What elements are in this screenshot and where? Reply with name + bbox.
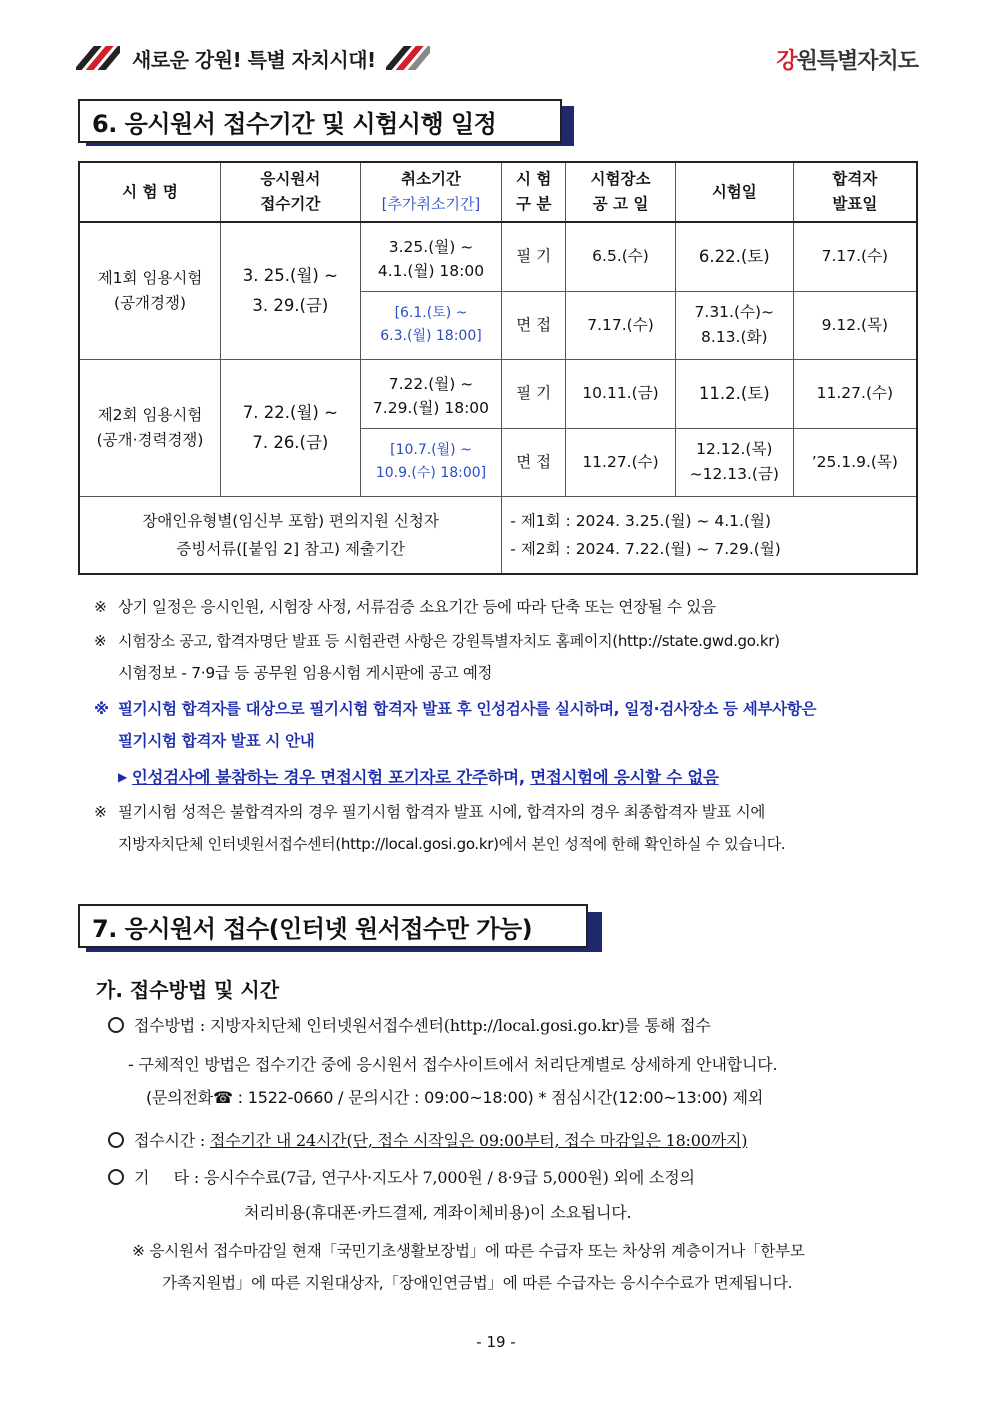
table-row (79, 359, 917, 428)
note-2: ※ 시험장소 공고, 합격자명단 발표 등 시험관련 사항은 강원특별자치도 홈페이지(http://state.gwd.go.kr) (94, 632, 780, 650)
page-number: - 19 - (476, 1333, 516, 1351)
fee-note-1: ※ 응시원서 접수마감일 현재「국민기초생활보장법」에 따른 수급자 또는 차상위 계층이거나「한부모 (132, 1242, 805, 1260)
round2-extra-cancel: [10.7.(월) ~ 10.9.(수) 18:00] (360, 428, 502, 496)
header-exam-name: 시 험 명 (79, 162, 221, 222)
note-5-cont: 지방자치단체 인터넷원서접수센터(http://local.gosi.go.kr)에서 본인 성적에 한해 확인하실 수 있습니다. (118, 835, 786, 853)
round2-written-type: 필 기 (502, 359, 566, 428)
round1-registration: 3. 25.(월) ~ 3. 29.(금) (221, 222, 361, 359)
round2-registration: 7. 22.(월) ~ 7. 26.(금) (221, 359, 361, 496)
header-venue-notice: 시험장소 공 고 일 (566, 162, 676, 222)
note-5: ※ 필기시험 성적은 불합격자의 경우 필기시험 합격자 발표 시에, 합격자의 경우 최종합격자 발표 시에 (94, 803, 766, 821)
bullet-circle-icon (108, 1017, 124, 1033)
page-header (76, 44, 918, 74)
round2-written-venue: 10.11.(금) (566, 359, 676, 428)
fee-note-2: 가족지원법」에 따른 지원대상자,「장애인연금법」에 따른 수급자는 응시수수료가 면제됩니다. (162, 1274, 793, 1292)
method-line: 접수방법 : 지방자치단체 인터넷원서접수센터(http://local.gosi.go.kr)를 통해 접수 (108, 1011, 711, 1041)
header-exam-type: 시 험 구 분 (502, 162, 566, 222)
section6-title: 6. 응시원서 접수기간 및 시험시행 일정 (78, 99, 562, 143)
round1-interview-venue: 7.17.(수) (566, 291, 676, 359)
round1-written-pass: 7.17.(수) (793, 222, 917, 291)
round2-interview-venue: 11.27.(수) (566, 428, 676, 496)
stripes-right-icon (386, 46, 430, 70)
round2-written-pass: 11.27.(수) (793, 359, 917, 428)
header-cancel: 취소기간 [추가취소기간] (360, 162, 502, 222)
table-row (79, 222, 917, 291)
accommodation-label: 장애인유형별(임신부 포함) 편의지원 신청자 증빙서류([붙임 2] 참고) 제출기간 (79, 496, 502, 574)
header-registration: 응시원서 접수기간 (221, 162, 361, 222)
schedule-table (78, 161, 918, 575)
round1-interview-exam: 7.31.(수)~ 8.13.(화) (675, 291, 793, 359)
note-4: ▶ 인성검사에 불참하는 경우 면접시험 포기자로 간주하며, 면접시험에 응시할 수 없음 (118, 768, 719, 787)
round1-cancel: 3.25.(월) ~ 4.1.(월) 18:00 (360, 222, 502, 291)
round1-name: 제1회 임용시험 (공개경쟁) (79, 222, 221, 359)
etc-line-cont: 처리비용(휴대폰·카드결제, 계좌이체비용)이 소요됩니다. (244, 1203, 632, 1222)
round2-cancel: 7.22.(월) ~ 7.29.(월) 18:00 (360, 359, 502, 428)
accommodation-period: - 제1회 : 2024. 3.25.(월) ~ 4.1.(월) - 제2회 : 2024. 7.22.(월) ~ 7.29.(월) (502, 496, 917, 574)
note-1: ※ 상기 일정은 응시인원, 시험장 사정, 서류검증 소요기간 등에 따라 단축 또는 연장될 수 있음 (94, 598, 716, 616)
slogan-text: 새로운 강원! 특별 자치시대! (132, 47, 376, 72)
round1-extra-cancel: [6.1.(토) ~ 6.3.(월) 18:00] (360, 291, 502, 359)
brand-logo: 강원특별자치도 (776, 49, 918, 74)
round1-interview-pass: 9.12.(목) (793, 291, 917, 359)
note-2-cont: 시험정보 - 7·9급 등 공무원 임용시험 게시판에 공고 예정 (118, 664, 493, 682)
bullet-circle-icon (108, 1169, 124, 1185)
round2-written-exam: 11.2.(토) (675, 359, 793, 428)
round1-interview-type: 면 접 (502, 291, 566, 359)
note-3-cont: 필기시험 합격자 발표 시 안내 (118, 732, 315, 750)
etc-line: 기 타 : 응시수수료(7급, 연구사·지도사 7,000원 / 8·9급 5,000원) 외에 소정의 (108, 1163, 695, 1193)
bullet-circle-icon (108, 1132, 124, 1148)
round2-interview-pass: ’25.1.9.(목) (793, 428, 917, 496)
header-pass-announce: 합격자 발표일 (793, 162, 917, 222)
stripes-left-icon (76, 46, 120, 70)
round2-interview-type: 면 접 (502, 428, 566, 496)
note-3: ※ 필기시험 합격자를 대상으로 필기시험 합격자 발표 후 인성검사를 실시하며, 일정·검사장소 등 세부사항은 (94, 700, 817, 718)
section7-title: 7. 응시원서 접수(인터넷 원서접수만 가능) (78, 904, 588, 948)
table-header-row (79, 162, 917, 222)
slogan-group (76, 44, 430, 72)
round2-interview-exam: 12.12.(목) ~12.13.(금) (675, 428, 793, 496)
method-detail-1: - 구체적인 방법은 접수기간 중에 응시원서 접수사이트에서 처리단계별로 상세하게 안내합니다. (128, 1055, 778, 1074)
method-detail-2: (문의전화☎ : 1522-0660 / 문의시간 : 09:00~18:00) * 점심시간(12:00~13:00) 제외 (146, 1088, 764, 1107)
round1-written-type: 필 기 (502, 222, 566, 291)
round2-name: 제2회 임용시험 (공개·경력경쟁) (79, 359, 221, 496)
subsection-title: 가. 접수방법 및 시간 (96, 978, 280, 1002)
round1-written-venue: 6.5.(수) (566, 222, 676, 291)
table-row (79, 496, 917, 574)
round1-written-exam: 6.22.(토) (675, 222, 793, 291)
header-exam-day: 시험일 (675, 162, 793, 222)
time-line: 접수시간 : 접수기간 내 24시간(단, 접수 시작일은 09:00부터, 접수 마감일은 18:00까지) (108, 1126, 747, 1156)
